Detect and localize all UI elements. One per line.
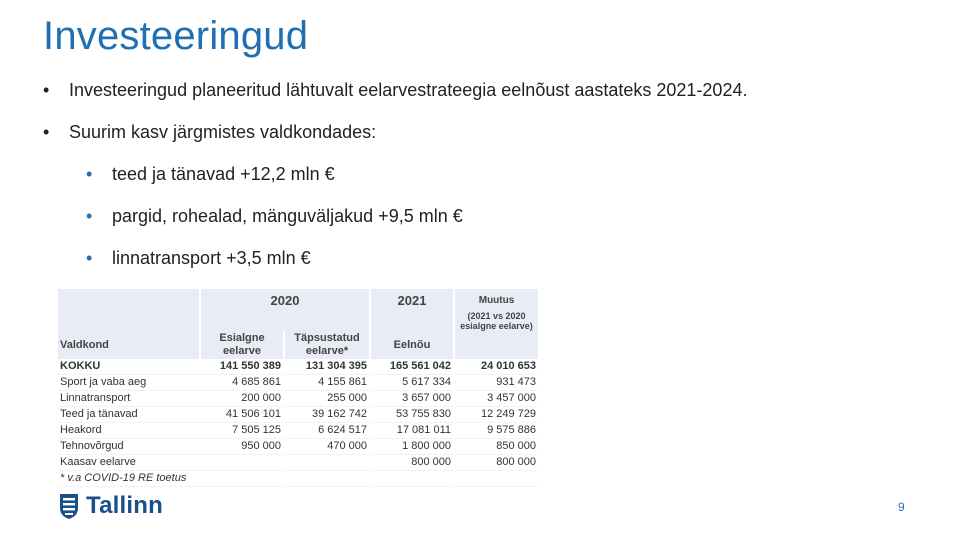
cell-change: 850 000 xyxy=(454,439,538,455)
cell-2021-draft: 165 561 042 xyxy=(370,359,454,375)
header-eelnou: Eelnõu xyxy=(370,331,454,359)
header-tapsustatud-line2: eelarve* xyxy=(305,345,349,357)
cell-change: 931 473 xyxy=(454,375,538,391)
table-row xyxy=(58,391,538,407)
sub-bullet-item xyxy=(86,164,335,185)
bullet-item xyxy=(43,80,747,101)
bullet-glyph: • xyxy=(86,206,93,226)
cell-2020-initial xyxy=(200,455,284,471)
empty-cell xyxy=(284,471,370,487)
cell-2020-revised: 6 624 517 xyxy=(284,423,370,439)
header-year-2020: 2020 xyxy=(200,289,370,311)
table-row xyxy=(58,455,538,471)
cell-2021-draft: 17 081 011 xyxy=(370,423,454,439)
table-footnote: * v.a COVID-19 RE toetus xyxy=(58,471,200,487)
cell-change: 3 457 000 xyxy=(454,391,538,407)
sub-bullet-item xyxy=(86,248,311,269)
bullet-glyph: • xyxy=(43,80,50,100)
table-row xyxy=(58,407,538,423)
cell-2020-revised: 39 162 742 xyxy=(284,407,370,423)
cell-2021-draft: 1 800 000 xyxy=(370,439,454,455)
cell-2020-initial: 4 685 861 xyxy=(200,375,284,391)
logo-text: Tallinn xyxy=(86,492,163,519)
header-empty-cell xyxy=(370,311,454,331)
cell-2021-draft: 3 657 000 xyxy=(370,391,454,407)
cell-change: 800 000 xyxy=(454,455,538,471)
cell-2020-initial: 200 000 xyxy=(200,391,284,407)
header-tapsustatud xyxy=(284,331,370,359)
budget-table xyxy=(58,289,538,487)
tallinn-logo xyxy=(58,492,163,520)
cell-2021-draft: 800 000 xyxy=(370,455,454,471)
header-esialgne-line2: eelarve xyxy=(223,345,261,357)
cell-2020-initial: 950 000 xyxy=(200,439,284,455)
bullet-glyph: • xyxy=(43,122,50,142)
cell-2020-initial: 41 506 101 xyxy=(200,407,284,423)
table-row xyxy=(58,423,538,439)
sub-bullet-item xyxy=(86,206,463,227)
sub-bullet-text: pargid, rohealad, mänguväljakud +9,5 mln € xyxy=(112,206,463,226)
cell-2020-initial: 141 550 389 xyxy=(200,359,284,375)
cell-2020-revised xyxy=(284,455,370,471)
table-row xyxy=(58,439,538,455)
header-change-sub1: (2021 vs 2020 xyxy=(467,311,526,321)
header-empty-cell xyxy=(58,289,200,311)
cell-2021-draft: 5 617 334 xyxy=(370,375,454,391)
table-footnote-row xyxy=(58,471,538,487)
header-esialgne xyxy=(200,331,284,359)
header-empty-cell xyxy=(200,311,370,331)
cell-change: 9 575 886 xyxy=(454,423,538,439)
cell-2020-revised: 470 000 xyxy=(284,439,370,455)
empty-cell xyxy=(370,471,454,487)
row-label: Sport ja vaba aeg xyxy=(58,375,200,391)
header-esialgne-line1: Esialgne xyxy=(219,332,265,344)
table-row xyxy=(58,375,538,391)
table-row xyxy=(58,359,538,375)
empty-cell xyxy=(454,471,538,487)
row-label: Kaasav eelarve xyxy=(58,455,200,471)
header-empty-cell xyxy=(58,311,200,331)
cell-2020-initial: 7 505 125 xyxy=(200,423,284,439)
header-valdkond: Valdkond xyxy=(58,331,200,359)
sub-bullet-text: teed ja tänavad +12,2 mln € xyxy=(112,164,335,184)
cell-2020-revised: 255 000 xyxy=(284,391,370,407)
bullet-text: Investeeringud planeeritud lähtuvalt eelarvestrateegia eelnõust aastateks 2021-2024. xyxy=(69,80,748,100)
row-label: Tehnovõrgud xyxy=(58,439,200,455)
row-label: Heakord xyxy=(58,423,200,439)
header-change: Muutus xyxy=(454,289,538,311)
empty-cell xyxy=(200,471,284,487)
header-change-sub2: esialgne eelarve) xyxy=(460,321,533,331)
row-label: Teed ja tänavad xyxy=(58,407,200,423)
cell-2020-revised: 4 155 861 xyxy=(284,375,370,391)
cell-change: 24 010 653 xyxy=(454,359,538,375)
header-change-sub xyxy=(454,311,538,331)
header-empty-cell xyxy=(454,331,538,359)
sub-bullet-text: linnatransport +3,5 mln € xyxy=(112,248,311,268)
row-label: Linnatransport xyxy=(58,391,200,407)
header-tapsustatud-line1: Täpsustatud xyxy=(294,332,360,344)
bullet-glyph: • xyxy=(86,164,93,184)
header-year-2021: 2021 xyxy=(370,289,454,311)
tallinn-shield-icon xyxy=(58,492,80,520)
bullet-item xyxy=(43,122,376,143)
slide-title: Investeeringud xyxy=(43,14,309,58)
cell-2021-draft: 53 755 830 xyxy=(370,407,454,423)
page-number: 9 xyxy=(898,500,905,514)
bullet-glyph: • xyxy=(86,248,93,268)
cell-2020-revised: 131 304 395 xyxy=(284,359,370,375)
cell-change: 12 249 729 xyxy=(454,407,538,423)
bullet-text: Suurim kasv järgmistes valdkondades: xyxy=(69,122,377,142)
budget-table-container xyxy=(58,289,538,487)
row-label: KOKKU xyxy=(58,359,200,375)
